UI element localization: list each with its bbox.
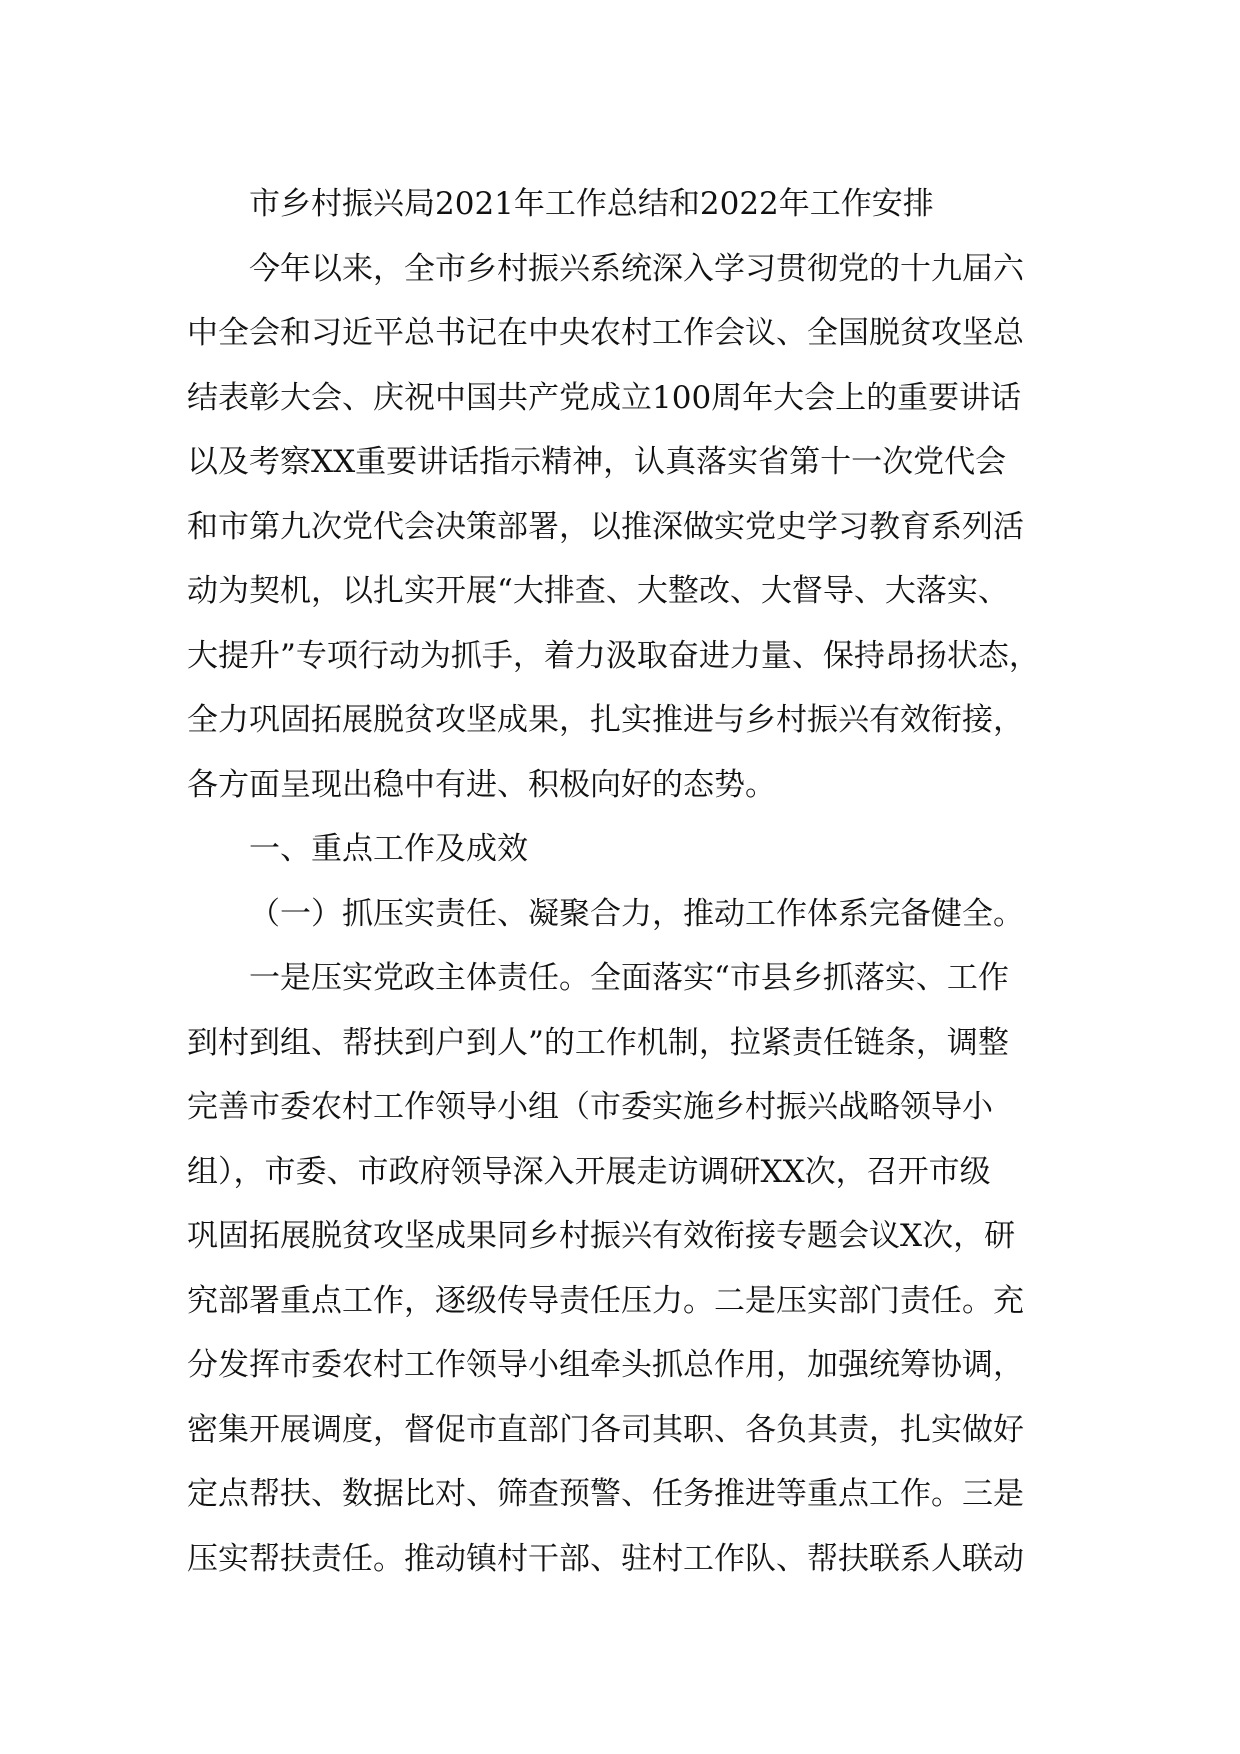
text-line: 一是压实党政主体责任。全面落实“市县乡抓落实、工作: [249, 960, 1009, 996]
text-line: 各方面呈现出稳中有进、积极向好的态势。: [187, 766, 776, 803]
body-paragraph: [187, 946, 1065, 1591]
intro-paragraph: [187, 237, 1065, 818]
text-line: 动为契机，以扎实开展“大排查、大整改、大督导、大落实、: [187, 573, 1009, 609]
text-line: 大提升”专项行动为抓手，着力汲取奋进力量、保持昂扬状态，: [187, 637, 1040, 674]
text-line: 究部署重点工作，逐级传导责任压力。二是压实部门责任。充: [187, 1282, 1024, 1319]
subsection-heading: （一）抓压实责任、凝聚合力，推动工作体系完备健全。: [249, 895, 1024, 932]
document-body: [187, 172, 1065, 1591]
text-line: 以及考察XX重要讲话指示精神，认真落实省第十一次党代会: [187, 444, 1007, 480]
text-line: 密集开展调度，督促市直部门各司其职、各负其责，扎实做好: [187, 1411, 1024, 1448]
text-line: 完善市委农村工作领导小组（市委实施乡村振兴战略领导小: [187, 1089, 993, 1125]
text-line: 和市第九次党代会决策部署，以推深做实党史学习教育系列活: [187, 508, 1024, 545]
text-line: 中全会和习近平总书记在中央农村工作会议、全国脱贫攻坚总: [187, 315, 1024, 351]
text-line: 全力巩固拓展脱贫攻坚成果，扎实推进与乡村振兴有效衔接，: [187, 702, 1024, 738]
text-line: 定点帮扶、数据比对、筛查预警、任务推进等重点工作。三是: [187, 1476, 1024, 1512]
section-heading: 一、重点工作及成效: [249, 831, 528, 867]
text-line: 巩固拓展脱贫攻坚成果同乡村振兴有效衔接专题会议X次，研: [187, 1218, 1016, 1254]
text-line: 组），市委、市政府领导深入开展走访调研XX次，召开市级: [187, 1153, 991, 1190]
text-line: 今年以来，全市乡村振兴系统深入学习贯彻党的十九届六: [249, 250, 1024, 287]
text-line: 分发挥市委农村工作领导小组牵头抓总作用，加强统筹协调，: [187, 1347, 1024, 1383]
text-line: 结表彰大会、庆祝中国共产党成立100周年大会上的重要讲话: [187, 379, 1022, 416]
text-line: 压实帮扶责任。推动镇村干部、驻村工作队、帮扶联系人联动: [187, 1540, 1024, 1577]
document-title: 市乡村振兴局2021年工作总结和2022年工作安排: [249, 186, 934, 222]
text-line: 到村到组、帮扶到户到人”的工作机制，拉紧责任链条，调整: [187, 1024, 1009, 1061]
